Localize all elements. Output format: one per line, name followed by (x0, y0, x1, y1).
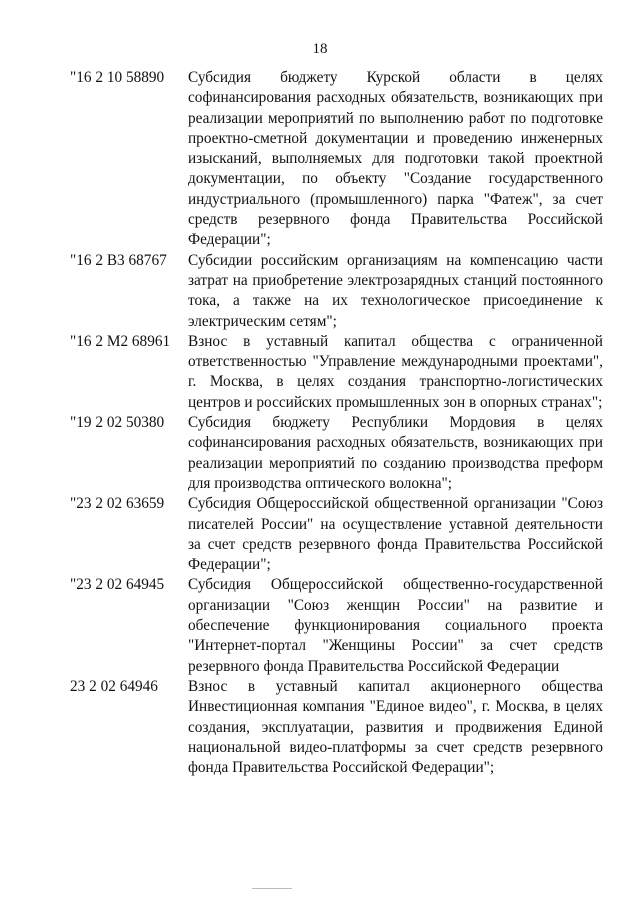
scan-artifact-line (252, 888, 292, 889)
budget-description: Субсидии российским организациям на компенсацию части затрат на приобретение электрозарядных станций постоянного тока, а также на их технологическое присоединение к электрическим сетям"; (188, 251, 603, 330)
budget-code: "23 2 02 63659 (70, 495, 165, 513)
budget-description: Субсидия Общероссийской общественной организации "Союз писателей России" на осуществление уставной деятельности за счет средств резервного фонда Правительства Российской Федерации"; (188, 495, 603, 574)
budget-code: 23 2 02 64946 (70, 677, 158, 695)
list-item (70, 68, 610, 251)
budget-description: Взнос в уставный капитал акционерного общества Инвестиционная компания "Единое видео", г. Москва, в целях создания, эксплуатации, развития и продвижения Единой национальной видео-платформы за счет средств резервного фонда Правительства Российской Федерации"; (188, 677, 603, 777)
budget-code: "16 2 10 58890 (70, 69, 165, 86)
budget-description: Субсидия бюджету Курской области в целях софинансирования расходных обязательств, возникающих при реализации мероприятий по выполнению работ по подготовке проектно-сметной документации и проведению инженерных изысканий, выполняемых для подготовки такой проектной документации, по объекту "Создание государственного индустриального (промышленного) парка "Фатеж", за счет средств резервного фонда Правительства Российской Федерации"; (188, 69, 603, 249)
budget-code: "19 2 02 50380 (70, 414, 165, 432)
budget-description: Взнос в уставный капитал общества с ограниченной ответственностью "Управление международными проектами", г. Москва, в целях создания транспортно-логистических центров и российских промышленных зон в опорных странах"; (188, 332, 603, 411)
list-item (70, 494, 610, 575)
budget-code-list (70, 68, 610, 778)
list-item (70, 413, 610, 494)
list-item (70, 332, 610, 413)
budget-description: Субсидия бюджету Республики Мордовия в целях софинансирования расходных обязательств, возникающих при реализации мероприятий по созданию производства преформ для производства оптического волокна"; (188, 414, 603, 492)
budget-code: "16 2 М2 68961 (70, 332, 171, 350)
list-item (70, 575, 610, 676)
budget-description: Субсидия Общероссийской общественно-государственной организации "Союз женщин России" на развитие и обеспечение функционирования социального проекта "Интернет-портал "Женщины России" за счет средств резервного фонда Правительства Российской Федерации (188, 576, 603, 675)
list-item (70, 677, 610, 778)
budget-code: "16 2 В3 68767 (70, 251, 167, 269)
list-item (70, 251, 610, 332)
budget-code: "23 2 02 64945 (70, 576, 165, 594)
page-number: 18 (312, 41, 328, 57)
